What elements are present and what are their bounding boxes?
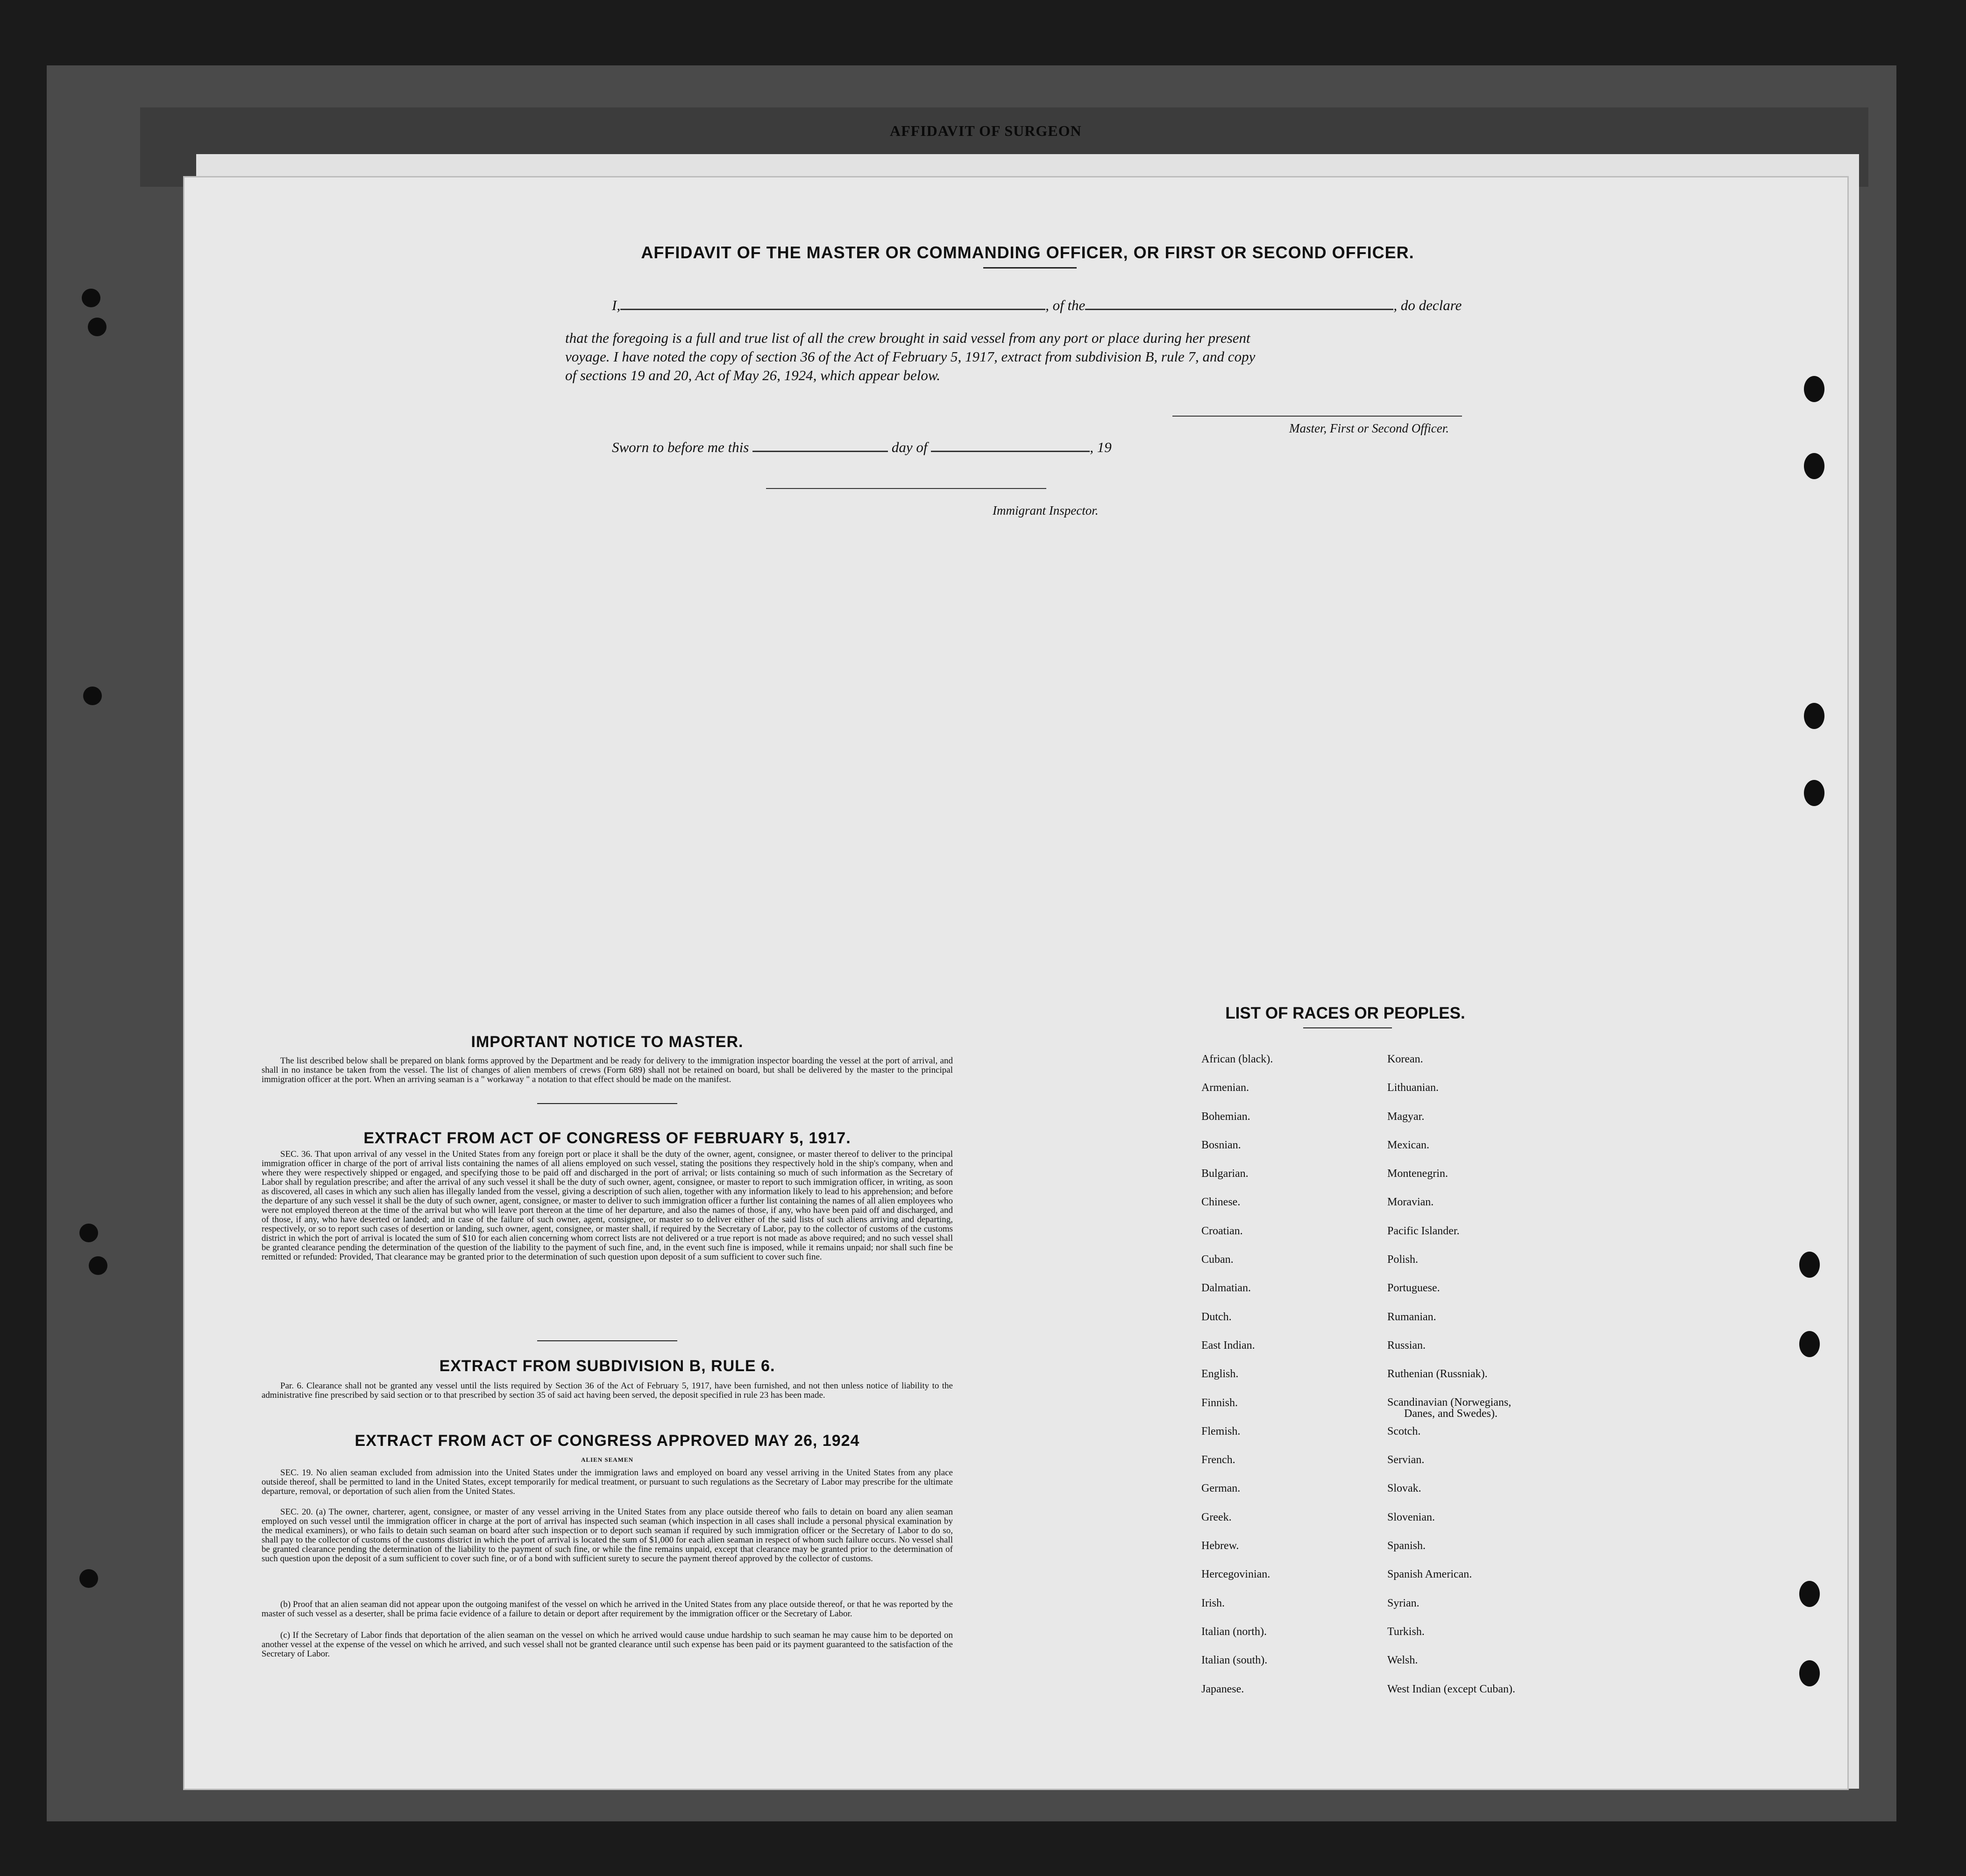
race-item: Ruthenian (Russniak).: [1387, 1368, 1488, 1380]
race-item: Servian.: [1387, 1454, 1425, 1466]
declaration-line-4: of sections 19 and 20, Act of May 26, 1924, which appear below.: [565, 367, 941, 383]
punch-hole: [1799, 1331, 1820, 1357]
race-item: Pacific Islander.: [1387, 1225, 1460, 1237]
race-item: Bosnian.: [1201, 1139, 1241, 1151]
extract-1924-sec20b: (b) Proof that an alien seaman did not appear upon the outgoing manifest of the vessel on which he arrived in the United States from any place outside thereof, or that he was reported by the master of such vessel as a deserter, shall be prima facie evidence of a failure to detain or deport after requirement by the immigration officer or the Secretary of Labor.: [262, 1600, 953, 1619]
punch-hole: [1804, 453, 1824, 479]
punch-hole: [1799, 1581, 1820, 1607]
extract-1924-subtitle: ALIEN SEAMEN: [581, 1456, 634, 1463]
race-item-line: Danes, and Swedes).: [1404, 1407, 1498, 1420]
inspector-signature-label: Immigrant Inspector.: [993, 503, 1099, 517]
extract-rule6-text: Par. 6. Clearance shall not be granted any vessel until the lists required by Section 36 of the Act of February 5, 1917, have been furnished, and not then unless notice of liability to the administrative fine prescribed by said section or to that prescribed by section 35 of said act having been served, the deposit specified in rule 23 has been made.: [262, 1381, 953, 1400]
race-item: Spanish.: [1387, 1540, 1426, 1552]
notice-text: The list described below shall be prepared on blank forms approved by the Department and be ready for delivery to the immigration inspector boarding the vessel at the port of arrival, and shall in no instance be taken from the vessel. The list of changes of alien members of crews (Form 689) shall not be retained on board, but shall be delivered by the master to the principal immigration officer at the port. When an arriving seaman is a " workaway " a notation to that effect should be made on the manifest.: [262, 1056, 953, 1084]
race-item: Slovak.: [1387, 1482, 1421, 1495]
races-column-1: [1201, 1053, 1273, 1712]
master-signature-line[interactable]: [1172, 416, 1462, 417]
race-item: Hebrew.: [1201, 1540, 1239, 1552]
extract-1917-text: SEC. 36. That upon arrival of any vessel in the United States from any foreign port or place it shall be the duty of the owner, agent, consignee, or master thereof to deliver to the principal immigration officer in charge of the port of arrival lists containing the names of all aliens employed on such vessel, stating the positions they respectively hold in the ship's company, when and where they were respectively shipped or engaged, and specifying those to be paid off and discharged in the port of arrival; or lists containing so much of such information as the Secretary of Labor shall by regulation prescribe; and after the arrival of any such vessel it shall be the duty of such owner, agent, consignee, or master to report to such immigration officer, in writing, as soon as discovered, all cases in which any such alien has illegally landed from the vessel, giving a description of such alien, together with any information likely to lead to his apprehension; and before the departure of any such vessel it shall be the duty of such owner, agent, consignee, or master to deliver to such immigration officer a further list containing the names of all alien employees who were not employed thereon at the time of the arrival but who will leave port thereon at the time of her departure, and also the names of those, if any, who have been paid off and discharged, and of those, if any, who have deserted or landed; and in case of the failure of such owner, agent, consignee, or master so to deliver either of the said lists of such aliens arriving and departing, respectively, or so to report such cases of desertion or landing, such owner, agent, consignee, or master shall, if required by the Secretary of Labor, pay to the collector of customs of the customs district in which the port of arrival is located the sum of $10 for each alien concerning whom correct lists are not delivered or a true report is not made as above required; and no such vessel shall be granted clearance pending the determination of the question of the liability to the payment of such fine, and, in the event such fine is imposed, while it remains unpaid; nor shall such fine be remitted or refunded: Provided, That clearance may be granted prior to the determination of such question upon deposit of a sum sufficient to cover such fine.: [262, 1149, 953, 1262]
race-item: Dalmatian.: [1201, 1282, 1251, 1295]
race-item: Italian (north).: [1201, 1625, 1267, 1638]
race-item: Hercegovinian.: [1201, 1568, 1270, 1581]
race-item: Flemish.: [1201, 1425, 1241, 1437]
declaration-line-2: that the foregoing is a full and true list of all the crew brought in said vessel from any port or place during her present: [565, 330, 1250, 346]
notice-rule: [537, 1103, 677, 1104]
race-item: East Indian.: [1201, 1339, 1255, 1352]
race-item: Dutch.: [1201, 1310, 1232, 1323]
race-item: Lithuanian.: [1387, 1082, 1439, 1094]
affidavit-title: AFFIDAVIT OF THE MASTER OR COMMANDING OFFICER, OR FIRST OR SECOND OFFICER.: [641, 243, 1414, 262]
race-item: Spanish American.: [1387, 1568, 1472, 1581]
inspector-signature-line[interactable]: [766, 488, 1046, 489]
race-item: Rumanian.: [1387, 1310, 1436, 1323]
notice-title: IMPORTANT NOTICE TO MASTER.: [471, 1033, 744, 1051]
race-item: Portuguese.: [1387, 1282, 1440, 1295]
race-item: Turkish.: [1387, 1625, 1425, 1638]
extract-1924-sec19: SEC. 19. No alien seaman excluded from admission into the United States under the immigration laws and employed on board any vessel arriving in the United States from any place outside thereof, shall be permitted to land in the United States, except temporarily for medical treatment, or pursuant to such regulations as the Secretary of Labor may prescribe for the ultimate departure, removal, or deportation of such alien from the United States.: [262, 1468, 953, 1496]
race-item: Syrian.: [1387, 1597, 1419, 1609]
race-item: English.: [1201, 1368, 1239, 1380]
race-item: Slovenian.: [1387, 1511, 1435, 1523]
extract-1924-sec20c: (c) If the Secretary of Labor finds that deportation of the alien seaman on the vessel on which he arrived would cause undue hardship to such seaman he may cause him to be deported on another vessel at the expense of the vessel on which he arrived, and such vessel shall not be granted clearance until such expense has been paid or its payment guaranteed to the satisfaction of the Secretary of Labor.: [262, 1630, 953, 1659]
binder-hole: [89, 1256, 107, 1275]
declaration-line-3: voyage. I have noted the copy of section 36 of the Act of February 5, 1917, extract from subdivision B, rule 7, and copy: [565, 348, 1256, 365]
race-item: Japanese.: [1201, 1683, 1244, 1695]
race-item: Welsh.: [1387, 1654, 1418, 1667]
sworn-day-blank[interactable]: [752, 451, 888, 452]
race-item: French.: [1201, 1454, 1235, 1466]
underlying-sheet-label: AFFIDAVIT OF SURGEON: [890, 122, 1082, 139]
name-blank[interactable]: [620, 309, 1045, 310]
punch-hole: [1804, 703, 1824, 729]
race-item: Armenian.: [1201, 1082, 1249, 1094]
vessel-blank[interactable]: [1085, 309, 1393, 310]
extract-rule6-title: EXTRACT FROM SUBDIVISION B, RULE 6.: [439, 1357, 775, 1375]
extract-1917-rule: [537, 1340, 677, 1341]
race-item: Scotch.: [1387, 1425, 1421, 1437]
race-item-line: Scandinavian (Norwegians,: [1387, 1396, 1512, 1409]
race-item: Korean.: [1387, 1053, 1423, 1065]
race-item: Bohemian.: [1201, 1110, 1250, 1123]
race-item: Irish.: [1201, 1597, 1225, 1609]
sworn-line: Sworn to before me this day of , 19: [612, 439, 1112, 455]
punch-hole: [1804, 376, 1824, 402]
race-item: Polish.: [1387, 1253, 1419, 1266]
binder-hole: [79, 1224, 98, 1242]
race-item: West Indian (except Cuban).: [1387, 1683, 1515, 1695]
extract-1924-title: EXTRACT FROM ACT OF CONGRESS APPROVED MAY 26, 1924: [355, 1432, 860, 1450]
binder-hole: [83, 687, 102, 705]
punch-hole: [1799, 1252, 1820, 1278]
race-item: Greek.: [1201, 1511, 1232, 1523]
extract-1924-sec20a: SEC. 20. (a) The owner, charterer, agent, consignee, or master of any vessel arriving in the United States from any place outside thereof who fails to detain on board any alien seaman employed on such vessel until the immigration officer in charge at the port of arrival has inspected such seaman (which inspection in all cases shall include a personal physical examination by the medical examiners), or who fails to detain such seaman on board after such inspection or to deport such seaman if required by such immigration officer or the Secretary of Labor to do so, shall pay to the collector of customs of the customs district in which the port of arrival is located the sum of $1,000 for each alien seaman in respect of whom such failure occurs. No vessel shall be granted clearance pending the determination of the liability to the payment of such fine, or while the fine remains unpaid, except that clearance may be granted prior to the determination of such question upon the deposit of a sum sufficient to cover such fine, or of a bond with sufficient surety to secure the payment thereof approved by the collector of customs.: [262, 1507, 953, 1564]
race-item: Cuban.: [1201, 1253, 1234, 1266]
declaration-line-1: I, , of the , do declare: [612, 297, 1462, 313]
binder-hole: [79, 1569, 98, 1588]
races-rule: [1303, 1027, 1392, 1028]
race-item: Finnish.: [1201, 1396, 1238, 1409]
binder-hole: [82, 289, 100, 307]
binder-hole: [88, 318, 106, 336]
races-column-2: [1387, 1053, 1515, 1712]
punch-hole: [1804, 780, 1824, 806]
race-item: Moravian.: [1387, 1196, 1434, 1209]
race-item: Italian (south).: [1201, 1654, 1268, 1667]
race-item: [1387, 1397, 1515, 1425]
races-title: LIST OF RACES OR PEOPLES.: [1225, 1004, 1465, 1022]
race-item: African (black).: [1201, 1053, 1273, 1065]
master-signature-label: Master, First or Second Officer.: [1289, 421, 1449, 435]
race-item: Bulgarian.: [1201, 1168, 1249, 1180]
punch-hole: [1799, 1660, 1820, 1686]
race-item: Montenegrin.: [1387, 1168, 1448, 1180]
race-item: Russian.: [1387, 1339, 1426, 1352]
race-item: Magyar.: [1387, 1110, 1425, 1123]
title-rule: [983, 267, 1077, 269]
race-item: German.: [1201, 1482, 1241, 1495]
race-item: Chinese.: [1201, 1196, 1241, 1209]
sworn-month-blank[interactable]: [931, 451, 1090, 452]
race-item: Mexican.: [1387, 1139, 1429, 1151]
extract-1917-title: EXTRACT FROM ACT OF CONGRESS OF FEBRUARY 5, 1917.: [363, 1129, 851, 1147]
race-item: Croatian.: [1201, 1225, 1243, 1237]
